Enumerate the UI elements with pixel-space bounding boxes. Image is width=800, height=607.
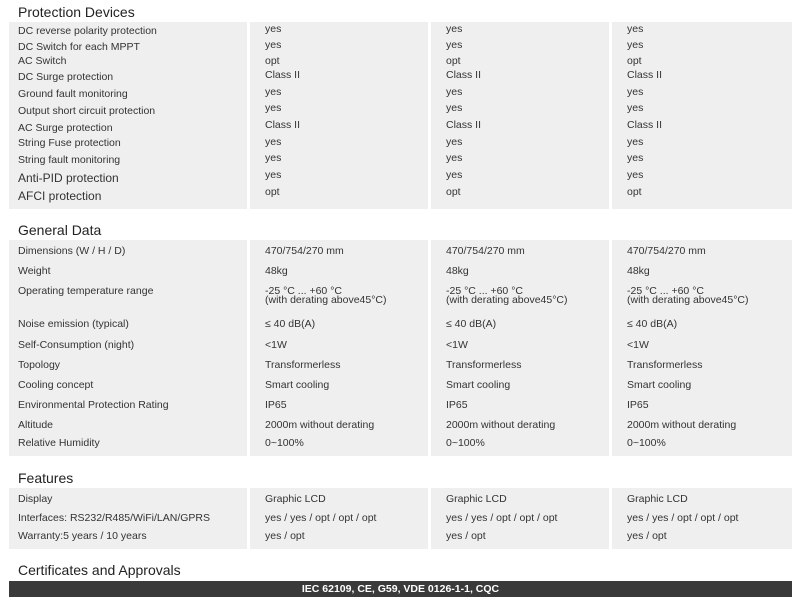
row-value: yes / yes / opt / opt / opt: [446, 512, 558, 524]
row-value: 0~100%: [627, 437, 666, 449]
row-value: yes: [446, 136, 463, 148]
row-value: yes: [265, 152, 282, 164]
row-label: String fault monitoring: [18, 154, 121, 166]
row-label: Warranty:5 years / 10 years: [18, 530, 147, 542]
row-value: yes: [446, 39, 463, 51]
row-value: ≤ 40 dB(A): [265, 318, 316, 330]
row-value: -25 °C ... +60 °C: [627, 285, 704, 297]
row-value: Transformerless: [446, 359, 522, 371]
row-value: Graphic LCD: [446, 493, 507, 505]
row-label: Altitude: [18, 419, 54, 431]
row-value: <1W: [265, 339, 287, 351]
row-value: Class II: [446, 69, 482, 81]
row-label: Noise emission (typical): [18, 318, 129, 330]
row-value: 470/754/270 mm: [265, 245, 344, 257]
row-value: Graphic LCD: [627, 493, 688, 505]
row-label: Operating temperature range: [18, 285, 154, 297]
row-value: 470/754/270 mm: [627, 245, 706, 257]
row-value: 470/754/270 mm: [446, 245, 525, 257]
row-value: Class II: [446, 119, 482, 131]
row-value: 48kg: [446, 265, 469, 277]
row-value: yes: [265, 39, 282, 51]
row-value: -25 °C ... +60 °C: [265, 285, 342, 297]
row-label: DC reverse polarity protection: [18, 25, 157, 37]
row-value: Class II: [627, 69, 663, 81]
row-label: Self-Consumption (night): [18, 339, 135, 351]
row-value: yes: [265, 86, 282, 98]
row-value: Class II: [265, 119, 301, 131]
row-value: ≤ 40 dB(A): [446, 318, 497, 330]
row-value: Smart cooling: [627, 379, 692, 391]
row-value-note: (with derating above45°C): [446, 294, 568, 306]
row-value: yes: [265, 23, 282, 35]
row-value: 2000m without derating: [627, 419, 737, 431]
row-value: opt: [627, 186, 642, 198]
row-value: IP65: [446, 399, 468, 411]
protection-table: [9, 22, 792, 209]
row-value: Transformerless: [265, 359, 341, 371]
row-value: Class II: [627, 119, 663, 131]
row-label: Relative Humidity: [18, 437, 100, 449]
row-value: yes: [627, 86, 644, 98]
row-value: 0~100%: [265, 437, 304, 449]
row-label: AC Switch: [18, 55, 67, 67]
general-data-table: [9, 240, 792, 456]
row-value: Smart cooling: [265, 379, 330, 391]
row-value: yes: [446, 23, 463, 35]
certificates-bar: IEC 62109, CE, G59, VDE 0126-1-1, CQC: [9, 581, 792, 597]
row-label: Cooling concept: [18, 379, 94, 391]
row-label: Weight: [18, 265, 51, 277]
row-value: <1W: [446, 339, 468, 351]
row-value: yes / opt: [627, 530, 667, 542]
row-value: 2000m without derating: [265, 419, 375, 431]
row-value: Class II: [265, 69, 301, 81]
row-value: opt: [627, 55, 642, 67]
features-table: [9, 488, 792, 549]
row-value: yes: [627, 102, 644, 114]
row-value: ≤ 40 dB(A): [627, 318, 678, 330]
row-value: yes: [446, 152, 463, 164]
row-label: AC Surge protection: [18, 122, 113, 134]
row-value-note: (with derating above45°C): [627, 294, 749, 306]
row-label: Ground fault monitoring: [18, 88, 128, 100]
row-label: Environmental Protection Rating: [18, 399, 169, 411]
row-value: yes / opt: [265, 530, 305, 542]
row-value: IP65: [627, 399, 649, 411]
row-value: opt: [446, 55, 461, 67]
section-title-general: General Data: [18, 222, 102, 238]
row-value: opt: [446, 186, 461, 198]
row-label: DC Switch for each MPPT: [18, 41, 140, 53]
row-value: yes: [265, 169, 282, 181]
row-value: 2000m without derating: [446, 419, 556, 431]
row-value-note: (with derating above45°C): [265, 294, 387, 306]
row-value: yes: [627, 23, 644, 35]
section-title-features: Features: [18, 470, 74, 486]
row-value: Smart cooling: [446, 379, 511, 391]
row-label: Interfaces: RS232/R485/WiFi/LAN/GPRS: [18, 512, 210, 524]
row-value: yes / yes / opt / opt / opt: [265, 512, 377, 524]
row-value: opt: [265, 186, 280, 198]
row-value: <1W: [627, 339, 649, 351]
row-value: 48kg: [265, 265, 288, 277]
row-value: yes: [627, 39, 644, 51]
row-value: Graphic LCD: [265, 493, 326, 505]
row-value: 48kg: [627, 265, 650, 277]
row-value: yes: [627, 136, 644, 148]
row-value: IP65: [265, 399, 287, 411]
row-label: Output short circuit protection: [18, 105, 156, 117]
row-value: Transformerless: [627, 359, 703, 371]
section-title-certificates: Certificates and Approvals: [18, 562, 181, 578]
row-label: String Fuse protection: [18, 137, 121, 149]
row-value: yes: [265, 136, 282, 148]
row-value: yes: [627, 152, 644, 164]
row-value: yes: [446, 86, 463, 98]
row-value: yes: [446, 169, 463, 181]
row-label: Anti-PID protection: [18, 171, 119, 185]
row-value: yes: [265, 102, 282, 114]
row-value: 0~100%: [446, 437, 485, 449]
row-value: -25 °C ... +60 °C: [446, 285, 523, 297]
row-label: Dimensions (W / H / D): [18, 245, 126, 257]
row-value: yes: [446, 102, 463, 114]
row-label: Topology: [18, 359, 61, 371]
row-value: yes: [627, 169, 644, 181]
row-value: opt: [265, 55, 280, 67]
row-label: Display: [18, 493, 53, 505]
row-label: AFCI protection: [18, 189, 102, 203]
row-value: yes / yes / opt / opt / opt: [627, 512, 739, 524]
section-title-protection: Protection Devices: [18, 4, 135, 20]
row-value: yes / opt: [446, 530, 486, 542]
row-label: DC Surge protection: [18, 71, 114, 83]
